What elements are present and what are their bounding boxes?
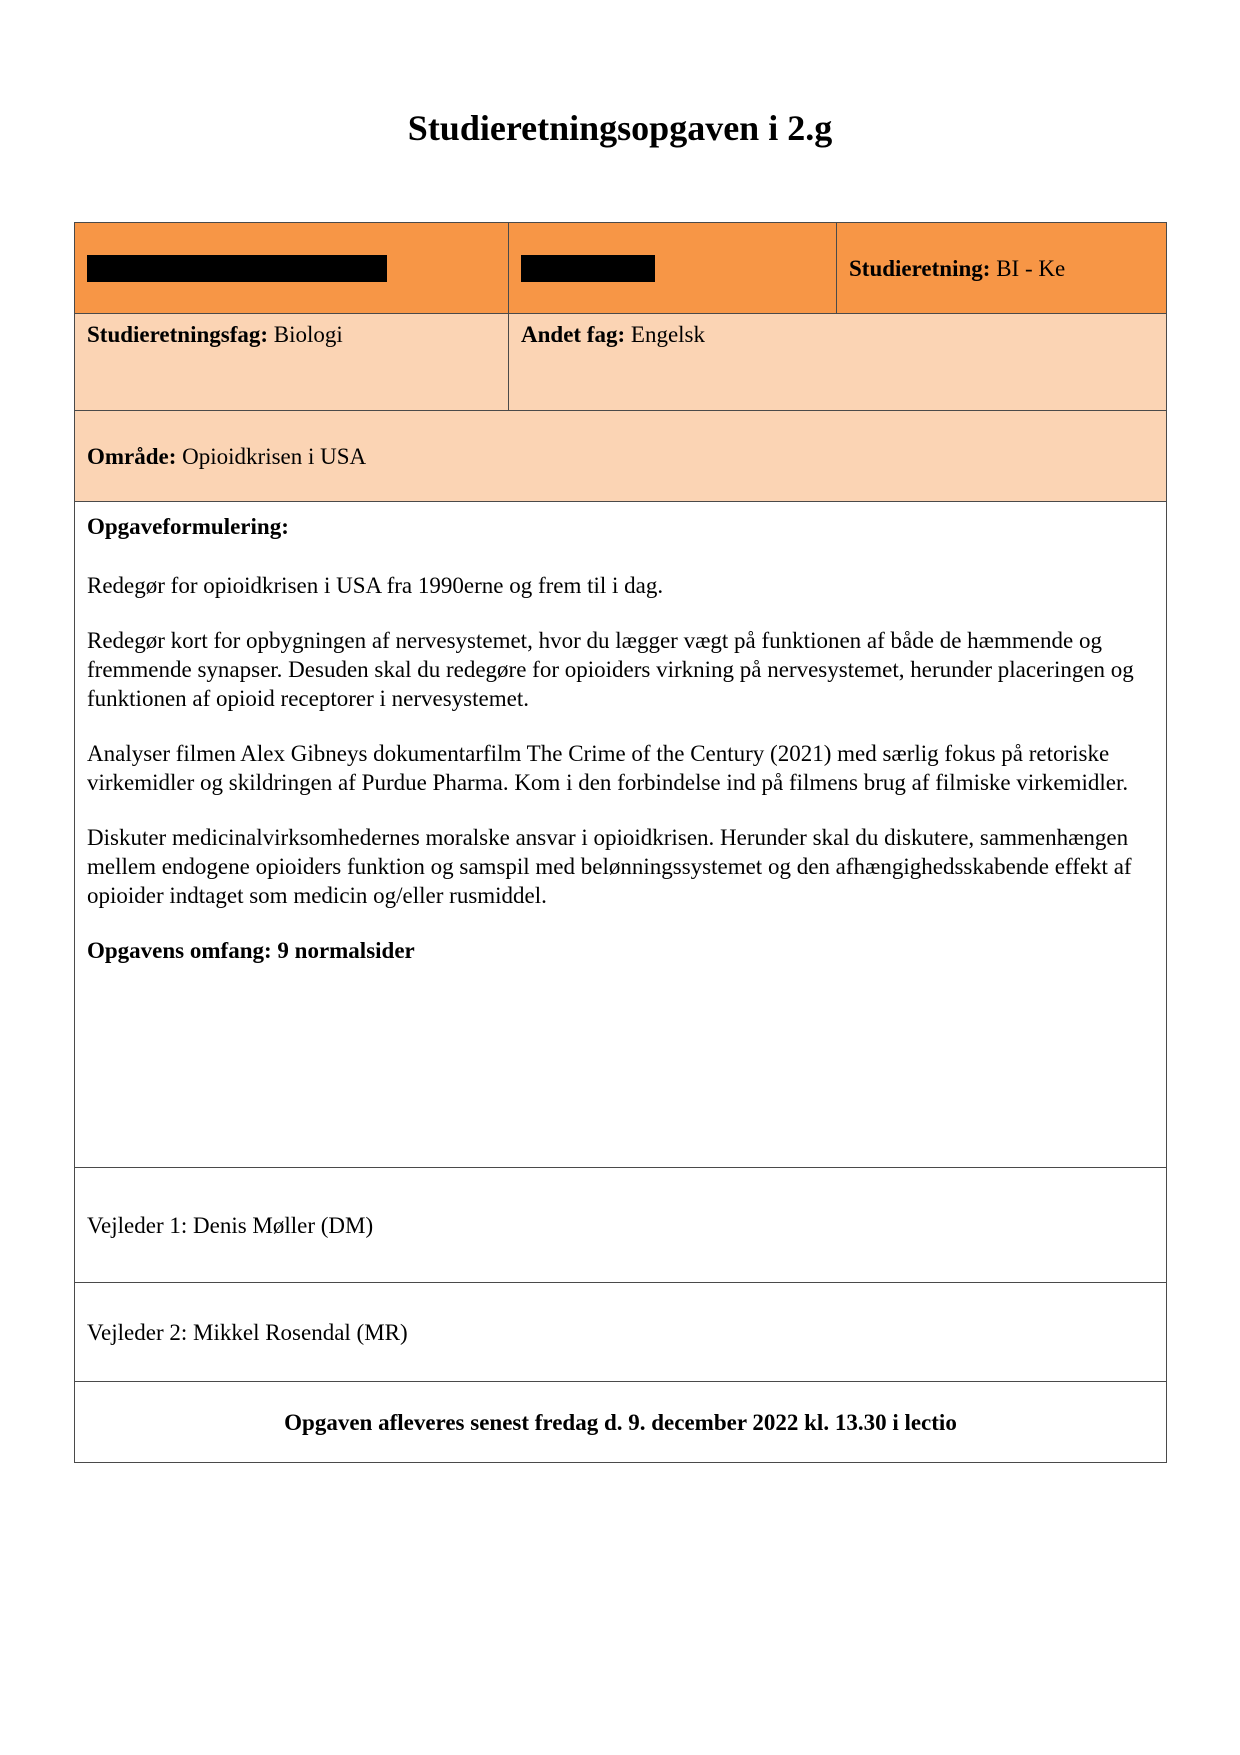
studieretning-cell bbox=[837, 223, 1167, 314]
area-cell bbox=[75, 411, 1167, 502]
redacted-student-name bbox=[87, 255, 387, 282]
task-paragraph-2: Redegør kort for opbygningen af nervesystemet, hvor du lægger vægt på funktionen af både de hæmmende og fremmende synapser. Desuden skal du redegøre for opioiders virkning på nervesystemet, herunder placeringen og funktionen af opioid receptorer i nervesystemet. bbox=[87, 628, 1134, 711]
supervisor-2-row bbox=[75, 1283, 1167, 1382]
page-title: Studieretningsopgaven i 2.g bbox=[407, 108, 833, 148]
studieretning-value: BI - Ke bbox=[996, 255, 1066, 281]
deadline-row bbox=[75, 1382, 1167, 1463]
assignment-form-table bbox=[74, 222, 1167, 1463]
andet-fag-cell bbox=[509, 314, 1167, 411]
andet-fag-value: Engelsk bbox=[630, 322, 705, 347]
task-paragraph-1: Redegør for opioidkrisen i USA fra 1990erne og frem til i dag. bbox=[87, 573, 664, 598]
student-name-cell bbox=[75, 223, 509, 314]
supervisor-1: Vejleder 1: Denis Møller (DM) bbox=[75, 1168, 1167, 1283]
subjects-row bbox=[75, 314, 1167, 411]
studieretningsfag-label: Studieretningsfag: bbox=[87, 322, 269, 347]
supervisor-2: Vejleder 2: Mikkel Rosendal (MR) bbox=[75, 1283, 1167, 1382]
task-paragraph-4: Diskuter medicinalvirksomhedernes moralske ansvar i opioidkrisen. Herunder skal du diskutere, sammenhængen mellem endogene opioiders funktion og samspil med belønningssystemet og den afhængighedsskabende effekt af opioider indtaget som medicin og/eller rusmiddel. bbox=[87, 825, 1132, 908]
area-label: Område: bbox=[87, 443, 177, 469]
studieretningsfag-value: Biologi bbox=[273, 322, 343, 347]
task-cell bbox=[75, 502, 1167, 1168]
class-cell bbox=[509, 223, 837, 314]
area-row bbox=[75, 411, 1167, 502]
task-heading: Opgaveformulering: bbox=[87, 514, 289, 539]
andet-fag-label: Andet fag: bbox=[521, 322, 626, 347]
redacted-class bbox=[521, 255, 655, 282]
studieretning-label: Studieretning: bbox=[849, 255, 991, 281]
task-scope: Opgavens omfang: 9 normalsider bbox=[87, 938, 415, 963]
task-row bbox=[75, 502, 1167, 1168]
task-paragraph-3: Analyser filmen Alex Gibneys dokumentarfilm The Crime of the Century (2021) med særlig fokus på retoriske virkemidler og skildringen af Purdue Pharma. Kom i den forbindelse ind på filmens brug af filmiske virkemidler. bbox=[87, 741, 1129, 795]
area-value: Opioidkrisen i USA bbox=[182, 443, 367, 469]
deadline-text: Opgaven afleveres senest fredag d. 9. december 2022 kl. 13.30 i lectio bbox=[75, 1382, 1167, 1463]
header-row bbox=[75, 223, 1167, 314]
studieretningsfag-cell bbox=[75, 314, 509, 411]
supervisor-1-row bbox=[75, 1168, 1167, 1283]
